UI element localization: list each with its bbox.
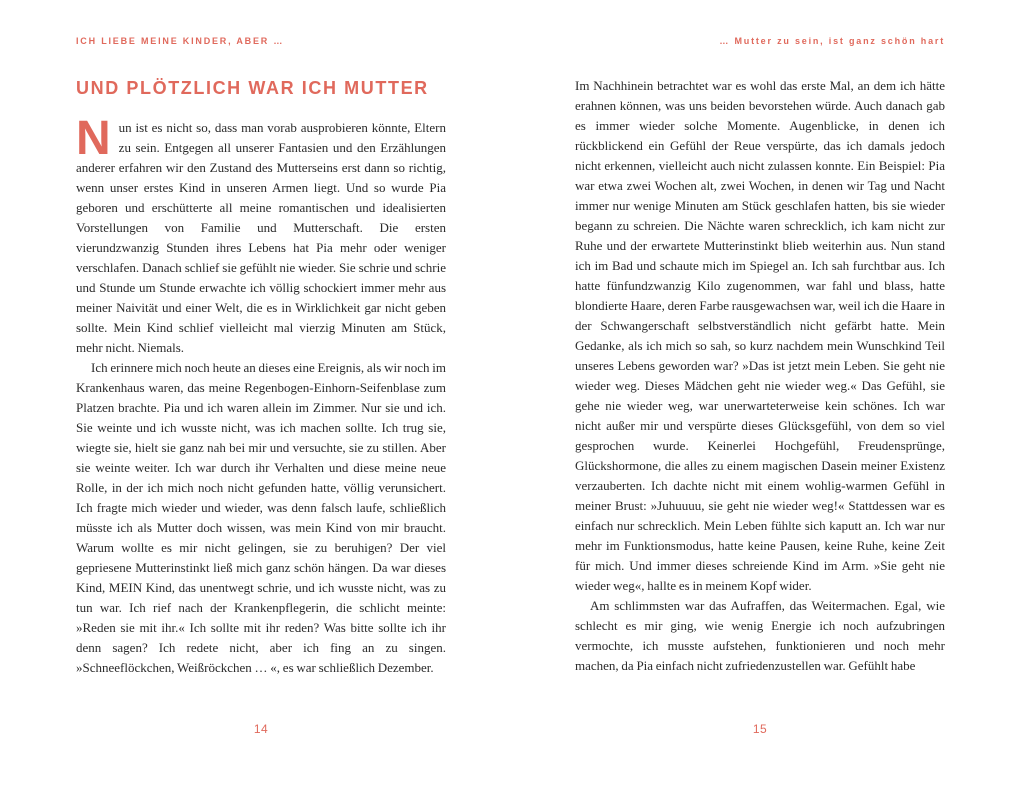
running-header-left: ICH LIEBE MEINE KINDER, ABER … <box>76 36 285 46</box>
left-page <box>76 0 446 793</box>
drop-cap: N <box>76 112 111 165</box>
paragraph: Nun ist es nicht so, dass man vorab ausprobieren könnte, Eltern zu sein. Entgegen all unserer Fantasien und den Erzählungen anderer erfahren wir den Zustand des Mutterseins erst dann so richtig, wenn unser erstes Kind in unseren Armen liegt. Und so wurde Pia geboren und erschütterte all meine romantischen und idealisierten Vorstellungen von Familie und Mutterschaft. Die ersten vierundzwanzig Stunden ihres Lebens hat Pia mehr oder weniger verschlafen. Danach schlief sie gefühlt nie wieder. Sie schrie und schrie und Stunde um Stunde erwachte ich völlig schockiert immer mehr aus meiner Naivität und einer Welt, die es in Wirklichkeit gar nicht geben sollte. Mein Kind schlief vielleicht mal vierzig Minuten am Stück, mehr nicht. Niemals. <box>76 112 446 355</box>
paragraph: Ich erinnere mich noch heute an dieses eine Ereignis, als wir noch im Krankenhaus waren, das meine Regenbogen-Einhorn-Seifenblase zum Platzen brachte. Pia und ich waren allein im Zimmer. Nur sie und ich. Sie weinte und ich wusste nicht, was ich machen sollte. Ich trug sie, wiegte sie, hielt sie ganz nah bei mir und versuchte, sie zu stillen. Aber sie weinte weiter. Ich war durch ihr Verhalten und diese meine neue Rolle, in der ich mich noch nicht gefunden hatte, völlig verunsichert. Ich fragte mich wieder und wieder, was denn falsch laufe, schließlich müsste ich als Mutter doch wissen, was mein Kind von mir braucht. Warum wollte es mir nicht gelingen, sie zu beruhigen? Der viel gepriesene Mutterinstinkt ließ mich ganz schön hängen. Da war dieses Kind, MEIN Kind, das unentwegt schrie, und ich wusste nicht, was zu tun war. Ich rief nach der Krankenpflegerin, die schlicht meinte: »Reden sie mit ihr.« Ich sollte mit ihr reden? Was bitte sollte ich ihr denn sagen? Ich redete nicht, aber ich fing an zu singen. »Schneeflöckchen, Weißröckchen … «, es war schließlich Dezember. <box>76 360 446 675</box>
left-page-body-text <box>76 112 446 678</box>
running-header-right: … Mutter zu sein, ist ganz schön hart <box>719 36 945 46</box>
right-page-body-text <box>575 76 945 676</box>
paragraph: Am schlimmsten war das Aufraffen, das Weitermachen. Egal, wie schlecht es mir ging, wie wenig Energie ich noch aufzubringen vermochte, ich musste aufstehen, funktionieren und noch mehr machen, da Pia einfach nicht zufriedenzustellen war. Gefühlt habe <box>575 598 945 673</box>
paragraph: Im Nachhinein betrachtet war es wohl das erste Mal, an dem ich hätte erahnen können, was uns beiden bevorstehen würde. Auch danach gab es immer wieder solche Momente. Augenblicke, in denen ich rückblickend ein Gefühl der Reue verspürte, das ich damals jedoch nicht erkennen, vielleicht auch nicht zulassen konnte. Ein Beispiel: Pia war etwa zwei Wochen alt, zwei Wochen, in denen wir Tag und Nacht immer nur wenige Minuten am Stück geschlafen hatten, bis sie wieder begann zu schreien. Die Nächte waren schrecklich, ich kam nicht zur Ruhe und der erwartete Mutterinstinkt blieb weiterhin aus. Nun stand ich im Bad und schaute mich im Spiegel an. Ich sah furchtbar aus. Ich hatte fünfundzwanzig Kilo zugenommen, war fahl und blass, hatte blondierte Haare, deren Farbe rausgewachsen war, weil ich die Haare in der Schwangerschaft selbstverständlich nicht gefärbt hatte. Mein Gedanke, als ich mich so sah, so kurz nachdem mein Wunschkind Teil unseres Lebens geworden war? »Das ist jetzt mein Leben. Sie geht nie wieder weg. Dieses Mädchen geht nie wieder weg.« Das Gefühl, sie gehe nie wieder weg, war unerwarteterweise kein schönes. Ich war nicht außer mir und verspürte dieses Glücksgefühl, von dem so viel gesprochen wurde. Keinerlei Hochgefühl, Freudensprünge, Glückshormone, die alles zu einem magischen Dasein meiner Existenz verzauberten. Ich dachte nicht mit einem wohlig-warmen Gefühl in meiner Brust: »Juhuuuu, sie geht nie wieder weg!« Stattdessen war es einfach nur schrecklich. Mein Leben fühlte sich kaputt an. Ich war nur mehr im Funktionsmodus, hatte keine Pausen, keine Ruhe, keine Zeit für mich. Und immer dieses schreiende Kind im Arm. »Sie geht nie wieder weg«, hallte es in meinem Kopf wider. <box>575 78 945 593</box>
chapter-title: UND PLÖTZLICH WAR ICH MUTTER <box>76 78 429 98</box>
page-number-left: 14 <box>253 722 269 736</box>
right-page <box>575 0 945 793</box>
page-number-right: 15 <box>752 722 768 736</box>
